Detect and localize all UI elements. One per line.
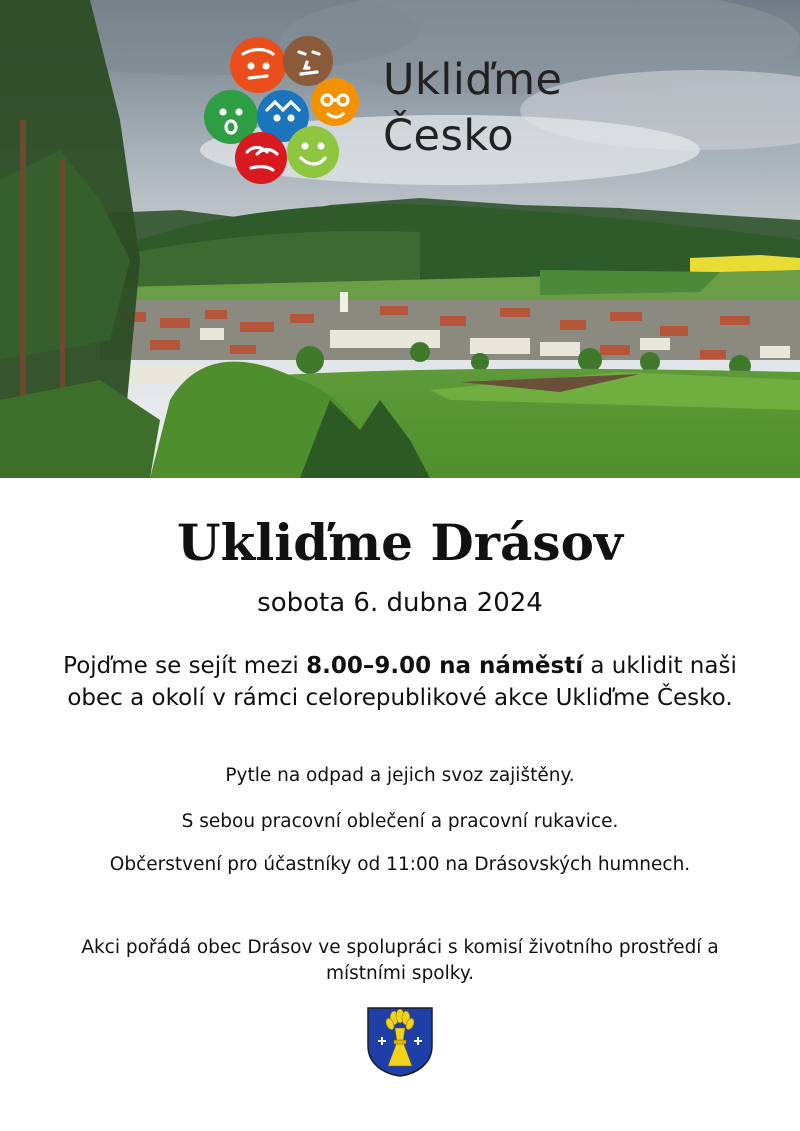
detail-bags: Pytle na odpad a jejich svoz zajištěny.: [225, 765, 575, 786]
intro-time-place: 8.00–9.00 na náměstí: [306, 653, 584, 679]
detail-refreshments: Občerstvení pro účastníky od 11:00 na Drásovských humnech.: [109, 854, 691, 875]
intro-text-end: a uklidit naši obec a okolí v rámci celorepublikové akce Ukliďme Česko.: [67, 653, 737, 711]
brand-name: [383, 52, 562, 164]
detail-clothing: S sebou pracovní oblečení a pracovní rukavice.: [181, 811, 619, 832]
event-date: sobota 6. dubna 2024: [257, 588, 543, 618]
hero-photo: [0, 0, 800, 478]
event-title: Ukliďme Drásov: [177, 513, 623, 572]
event-intro: [40, 650, 760, 714]
organizer-note: Akci pořádá obec Drásov ve spolupráci s komisí životního prostředí a místními spolky.: [81, 937, 719, 984]
intro-text-start: Pojďme se sejít mezi: [63, 653, 307, 679]
colorful-faces-logo-icon: [203, 34, 363, 186]
brand-name-line1: Ukliďme: [383, 55, 563, 105]
drasov-coat-of-arms-icon: [366, 1006, 434, 1078]
brand-name-line2: Česko: [383, 111, 515, 161]
